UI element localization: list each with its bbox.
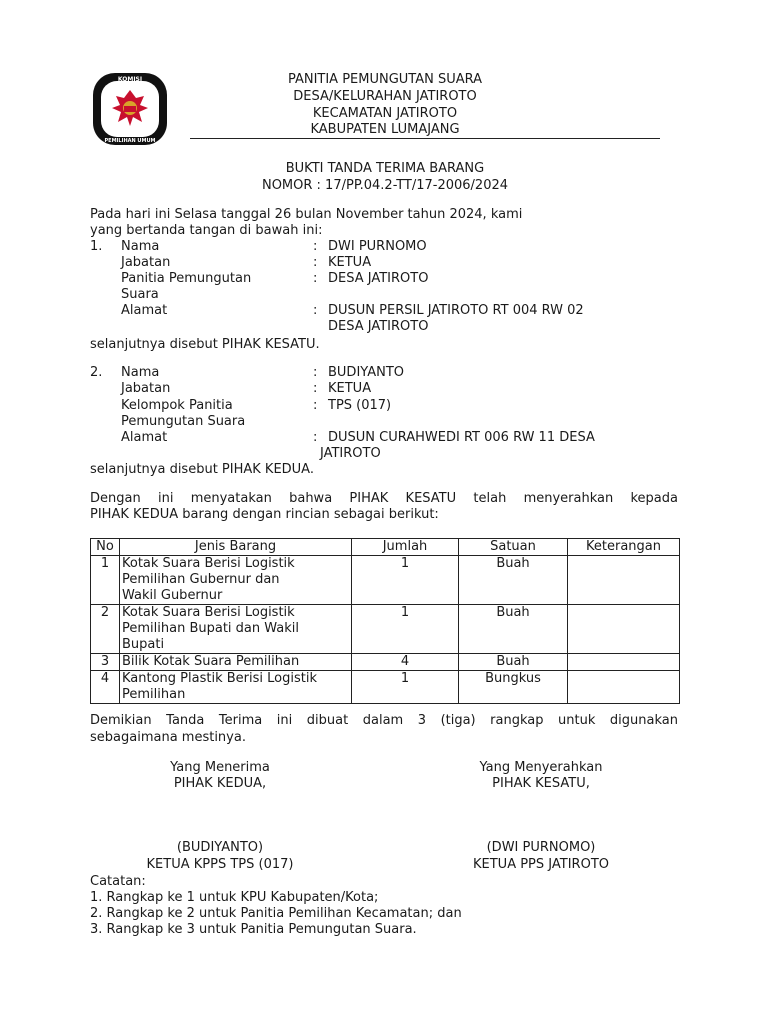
- party1-label-address: Alamat: [121, 303, 168, 318]
- cell-note: [568, 556, 680, 605]
- cell-note: [568, 654, 680, 671]
- doc-title: BUKTI TANDA TERIMA BARANG: [285, 161, 485, 176]
- items-table: [90, 538, 680, 704]
- cell-no: 2: [91, 605, 120, 654]
- colon: :: [313, 303, 318, 318]
- table-row: [91, 605, 680, 654]
- cell-no: 1: [91, 556, 120, 605]
- colon: :: [313, 430, 318, 445]
- party2-value-group: TPS (017): [328, 398, 392, 413]
- cell-item-line: Bupati: [122, 637, 165, 652]
- party1-label-position: Jabatan: [121, 255, 171, 270]
- party2-label-position: Jabatan: [121, 381, 171, 396]
- col-header-unit: Satuan: [459, 539, 568, 556]
- cell-item-line: Pemilihan: [122, 687, 186, 702]
- colon: :: [313, 381, 318, 396]
- party1-value-position: KETUA: [328, 255, 372, 270]
- party2-after: selanjutnya disebut PIHAK KEDUA.: [90, 462, 314, 477]
- cell-unit: Bungkus: [459, 671, 568, 704]
- cell-item-line: Bilik Kotak Suara Pemilihan: [122, 654, 300, 669]
- header-line-1: PANITIA PEMUNGUTAN SUARA: [287, 72, 483, 87]
- doc-number: NOMOR : 17/PP.04.2-TT/17-2006/2024: [261, 178, 509, 193]
- note-item: 2. Rangkap ke 2 untuk Panitia Pemilihan Kecamatan; dan: [90, 906, 462, 921]
- cell-qty: 4: [352, 654, 459, 671]
- cell-item-line: Wakil Gubernur: [122, 588, 223, 603]
- party2-value-position: KETUA: [328, 381, 372, 396]
- sig-right-title: KETUA PPS JATIROTO: [473, 857, 609, 872]
- header-line-4: KABUPATEN LUMAJANG: [310, 122, 460, 137]
- party1-label-name: Nama: [121, 239, 160, 254]
- header-line-2: DESA/KELURAHAN JATIROTO: [293, 89, 477, 104]
- cell-qty: 1: [352, 556, 459, 605]
- colon: :: [313, 365, 318, 380]
- statement-line-2: PIHAK KEDUA barang dengan rincian sebagai berikut:: [90, 507, 439, 522]
- party1-after: selanjutnya disebut PIHAK KESATU.: [90, 337, 320, 352]
- table-row: [91, 556, 680, 605]
- sig-right-role: Yang Menyerahkan: [479, 760, 603, 775]
- colon: :: [313, 271, 318, 286]
- party2-number: 2.: [90, 365, 103, 380]
- col-header-no: No: [91, 539, 120, 556]
- table-header-row: [91, 539, 680, 556]
- sig-right-name: (DWI PURNOMO): [486, 840, 596, 855]
- party1-number: 1.: [90, 239, 103, 254]
- logo-bottom-text: PEMILIHAN UMUM: [104, 138, 156, 144]
- party2-label-address: Alamat: [121, 430, 168, 445]
- table-row: [91, 671, 680, 704]
- notes-title: Catatan:: [90, 874, 146, 889]
- party2-value-address: DUSUN CURAHWEDI RT 006 RW 11 DESA: [328, 430, 595, 445]
- kpu-logo: [92, 72, 168, 146]
- cell-item: [120, 556, 352, 605]
- sig-left-name: (BUDIYANTO): [176, 840, 264, 855]
- sig-right-party: PIHAK KESATU,: [492, 776, 590, 791]
- party1-value-committee: DESA JATIROTO: [328, 271, 429, 286]
- party2-value-address-2: JATIROTO: [320, 446, 381, 461]
- cell-item-line: Kotak Suara Berisi Logistik: [122, 556, 295, 571]
- cell-note: [568, 671, 680, 704]
- cell-qty: 1: [352, 605, 459, 654]
- party1-value-name: DWI PURNOMO: [328, 239, 427, 254]
- logo-top-text: KOMISI: [117, 76, 143, 83]
- intro-line-1: Pada hari ini Selasa tanggal 26 bulan November tahun 2024, kami: [90, 207, 523, 222]
- closing-line-2: sebagaimana mestinya.: [90, 730, 246, 745]
- col-header-note: Keterangan: [568, 539, 680, 556]
- col-header-qty: Jumlah: [352, 539, 459, 556]
- party1-label-committee: Panitia Pemungutan: [121, 271, 252, 286]
- cell-item-line: Kantong Plastik Berisi Logistik: [122, 671, 317, 686]
- cell-unit: Buah: [459, 654, 568, 671]
- cell-item: [120, 671, 352, 704]
- note-item: 1. Rangkap ke 1 untuk KPU Kabupaten/Kota;: [90, 890, 379, 905]
- cell-item: [120, 654, 352, 671]
- party1-value-address: DUSUN PERSIL JATIROTO RT 004 RW 02: [328, 303, 584, 318]
- col-header-item: Jenis Barang: [120, 539, 352, 556]
- cell-item-line: Pemilihan Gubernur dan: [122, 572, 280, 587]
- sig-left-title: KETUA KPPS TPS (017): [146, 857, 294, 872]
- cell-unit: Buah: [459, 605, 568, 654]
- party2-label-name: Nama: [121, 365, 160, 380]
- colon: :: [313, 239, 318, 254]
- cell-item: [120, 605, 352, 654]
- header-divider: [190, 138, 660, 139]
- cell-item-line: Pemilihan Bupati dan Wakil: [122, 621, 299, 636]
- cell-no: 4: [91, 671, 120, 704]
- cell-item-line: Kotak Suara Berisi Logistik: [122, 605, 295, 620]
- intro-line-2: yang bertanda tangan di bawah ini:: [90, 223, 323, 238]
- colon: :: [313, 398, 318, 413]
- party2-value-name: BUDIYANTO: [328, 365, 405, 380]
- sig-left-role: Yang Menerima: [170, 760, 270, 775]
- party1-value-address-2: DESA JATIROTO: [328, 319, 429, 334]
- sig-left-party: PIHAK KEDUA,: [173, 776, 267, 791]
- table-row: [91, 654, 680, 671]
- cell-unit: Buah: [459, 556, 568, 605]
- party2-label-group-2: Pemungutan Suara: [121, 414, 246, 429]
- header-line-3: KECAMATAN JATIROTO: [312, 106, 458, 121]
- statement-line-1: Dengan ini menyatakan bahwa PIHAK KESATU telah menyerahkan kepada: [90, 491, 678, 506]
- party2-label-group: Kelompok Panitia: [121, 398, 233, 413]
- colon: :: [313, 255, 318, 270]
- closing-line-1: Demikian Tanda Terima ini dibuat dalam 3 (tiga) rangkap untuk digunakan: [90, 713, 678, 728]
- cell-qty: 1: [352, 671, 459, 704]
- cell-no: 3: [91, 654, 120, 671]
- note-item: 3. Rangkap ke 3 untuk Panitia Pemungutan Suara.: [90, 922, 417, 937]
- party1-label-committee-2: Suara: [121, 287, 159, 302]
- cell-note: [568, 605, 680, 654]
